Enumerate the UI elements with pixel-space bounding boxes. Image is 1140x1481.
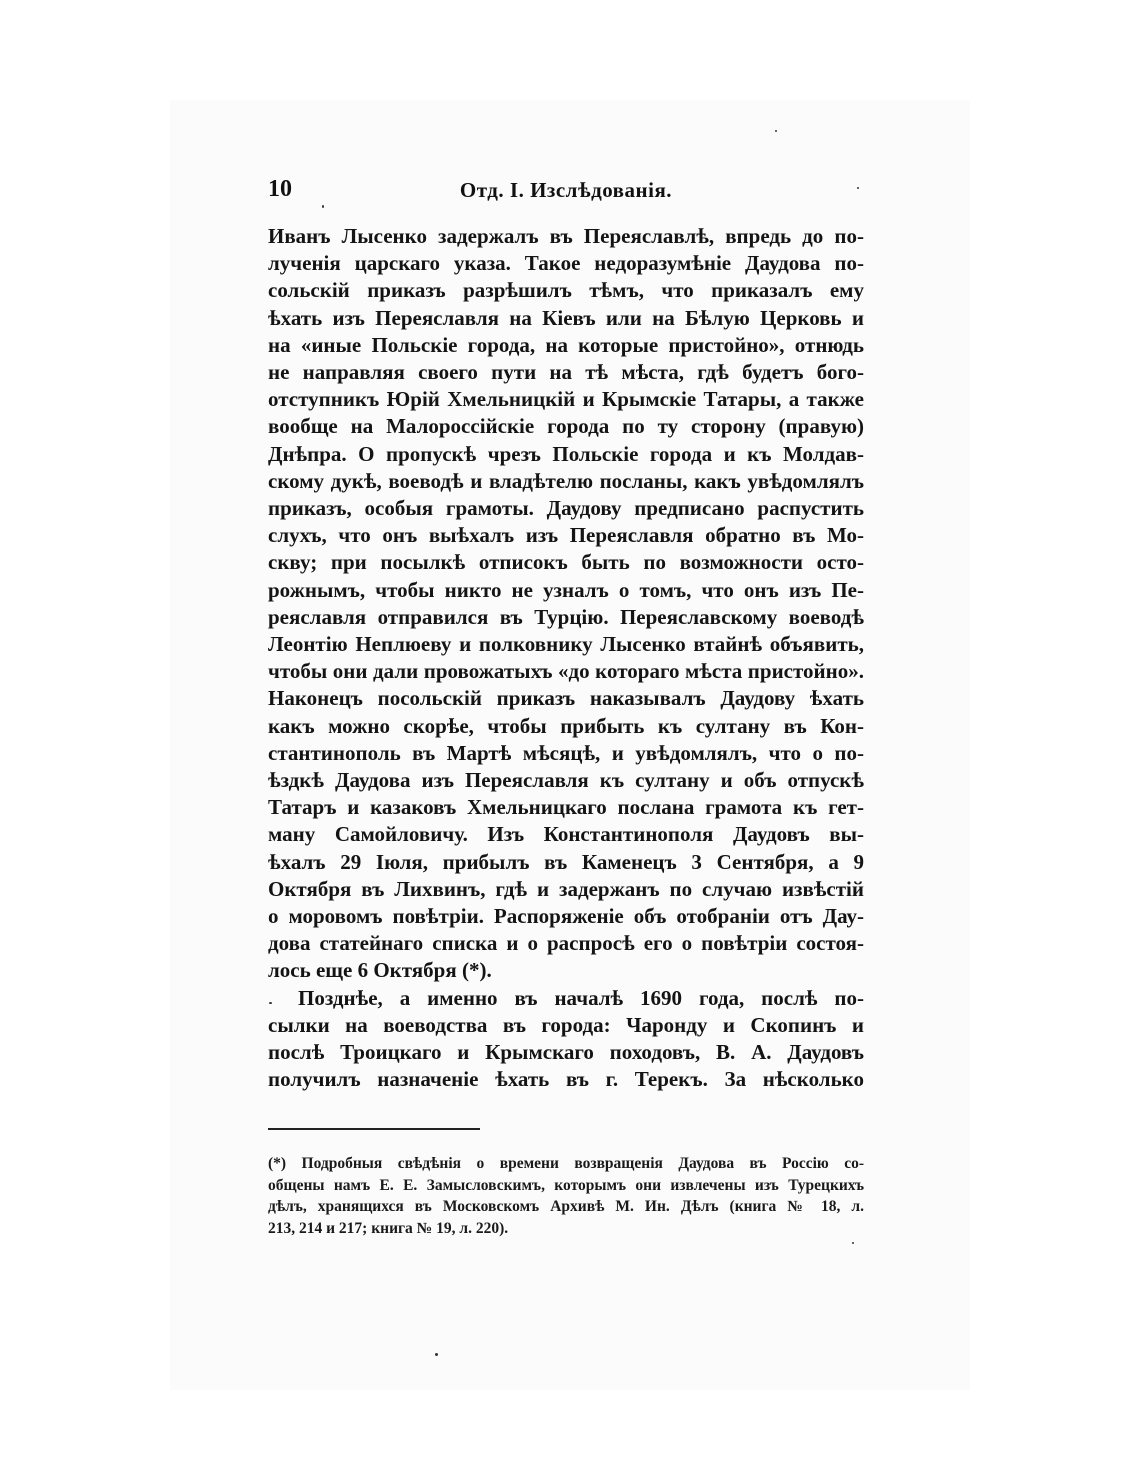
text-line: какъ можно скорѣе, чтобы прибыть къ султану въ Кон- [268, 713, 864, 738]
footnote-line: общены намъ Е. Е. Замысловскимъ, которымъ они извлечены изъ Турецкихъ [268, 1176, 864, 1194]
text-line: ѣздкѣ Даудова изъ Переяславля къ султану и объ отпускѣ [268, 768, 864, 793]
footnote-line: (*) Подробныя свѣдѣнія о времени возвращенія Даудова въ Россію со- [268, 1155, 864, 1172]
footnote-line: дѣлъ, хранящихся въ Московскомъ Архивѣ М. Ин. Дѣлъ (книга № 18, л. [268, 1198, 864, 1215]
text-line: вообще на Малороссійскіе города по ту сторону (правую) [268, 414, 864, 439]
text-line: о моровомъ повѣтріи. Распоряженіе объ отобраніи отъ Дау- [268, 904, 864, 929]
page-header [268, 176, 864, 210]
text-line: рожнымъ, чтобы никто не узналъ о томъ, что онъ изъ Пе- [268, 577, 864, 602]
body-text [268, 223, 864, 1094]
text-line: реяславля отправился въ Турцію. Переяславскому воеводѣ [268, 604, 864, 629]
text-line: ѣхалъ 29 Іюля, прибылъ въ Каменецъ 3 Сентября, а 9 [268, 849, 864, 874]
text-line: приказъ, особыя грамоты. Даудову предписано распустить [268, 496, 864, 521]
text-line: Октября въ Лихвинъ, гдѣ и задержанъ по случаю извѣстій [268, 876, 864, 901]
running-title: Отд. I. Изслѣдованія. [459, 178, 673, 202]
footnote-divider [268, 1128, 480, 1130]
scan-speck [435, 1353, 438, 1356]
scan-speck [852, 1242, 854, 1244]
text-line: ману Самойловичу. Изъ Константинополя Даудовъ вы- [268, 822, 864, 847]
text-line: Днѣпра. О пропускѣ чрезъ Польскіе города и къ Молдав- [268, 441, 864, 466]
text-line: Иванъ Лысенко задержалъ въ Переяславлѣ, впредь до по- [268, 224, 864, 248]
text-line: ѣхать изъ Переяславля на Кіевъ или на Бѣлую Церковь и [268, 305, 864, 330]
text-line: Татаръ и казаковъ Хмельницкаго послана грамота къ гет- [268, 795, 864, 820]
footnote [268, 1153, 864, 1239]
scan-speck [322, 205, 324, 208]
paragraph-end-line: лось еще 6 Октября (*). [268, 958, 492, 983]
page-number: 10 [268, 176, 292, 202]
text-line: получилъ назначеніе ѣхать въ г. Терекъ. За нѣсколько [268, 1067, 864, 1092]
scan-speck [775, 130, 777, 132]
text-line: Леонтію Неплюеву и полковнику Лысенко втайнѣ объявить, [268, 632, 864, 657]
text-line: скву; при посылкѣ отписокъ быть по возможности осто- [268, 550, 864, 575]
text-line: отступникъ Юрій Хмельницкій и Крымскіе Татары, а также [268, 387, 864, 412]
scan-speck [857, 187, 859, 189]
text-line: сылки на воеводства въ города: Чаронду и Скопинъ и [268, 1012, 864, 1037]
text-line: послѣ Троицкаго и Крымскаго походовъ, В. А. Даудовъ [268, 1040, 864, 1065]
text-line: слухъ, что онъ выѣхалъ изъ Переяславля обратно въ Мо- [268, 523, 864, 548]
text-line: не направляя своего пути на тѣ мѣста, гдѣ будетъ бого- [268, 360, 864, 385]
text-line: лученія царскаго указа. Такое недоразумѣніе Даудова по- [268, 251, 864, 276]
text-line: стантинополь въ Мартѣ мѣсяцѣ, и увѣдомлялъ, что о по- [268, 740, 864, 765]
paragraph-start-line: Позднѣе, а именно въ началѣ 1690 года, послѣ по- [298, 985, 864, 1010]
scan-speck [269, 1002, 272, 1004]
footnote-line: 213, 214 и 217; книга № 19, л. 220). [268, 1219, 509, 1237]
text-line: Наконецъ посольскій приказъ наказывалъ Даудову ѣхать [268, 686, 864, 711]
text-line: скому дукѣ, воеводѣ и владѣтелю посланы, какъ увѣдомлялъ [268, 468, 864, 493]
text-line: сольскій приказъ разрѣшилъ тѣмъ, что приказалъ ему [268, 278, 864, 303]
text-line: на «иные Польскіе города, на которые пристойно», отнюдь [268, 332, 864, 357]
text-line: дова статейнаго списка и о распросѣ его о повѣтріи состоя- [268, 931, 864, 956]
text-line: чтобы они дали провожатыхъ «до котораго мѣста пристойно». [268, 659, 864, 684]
